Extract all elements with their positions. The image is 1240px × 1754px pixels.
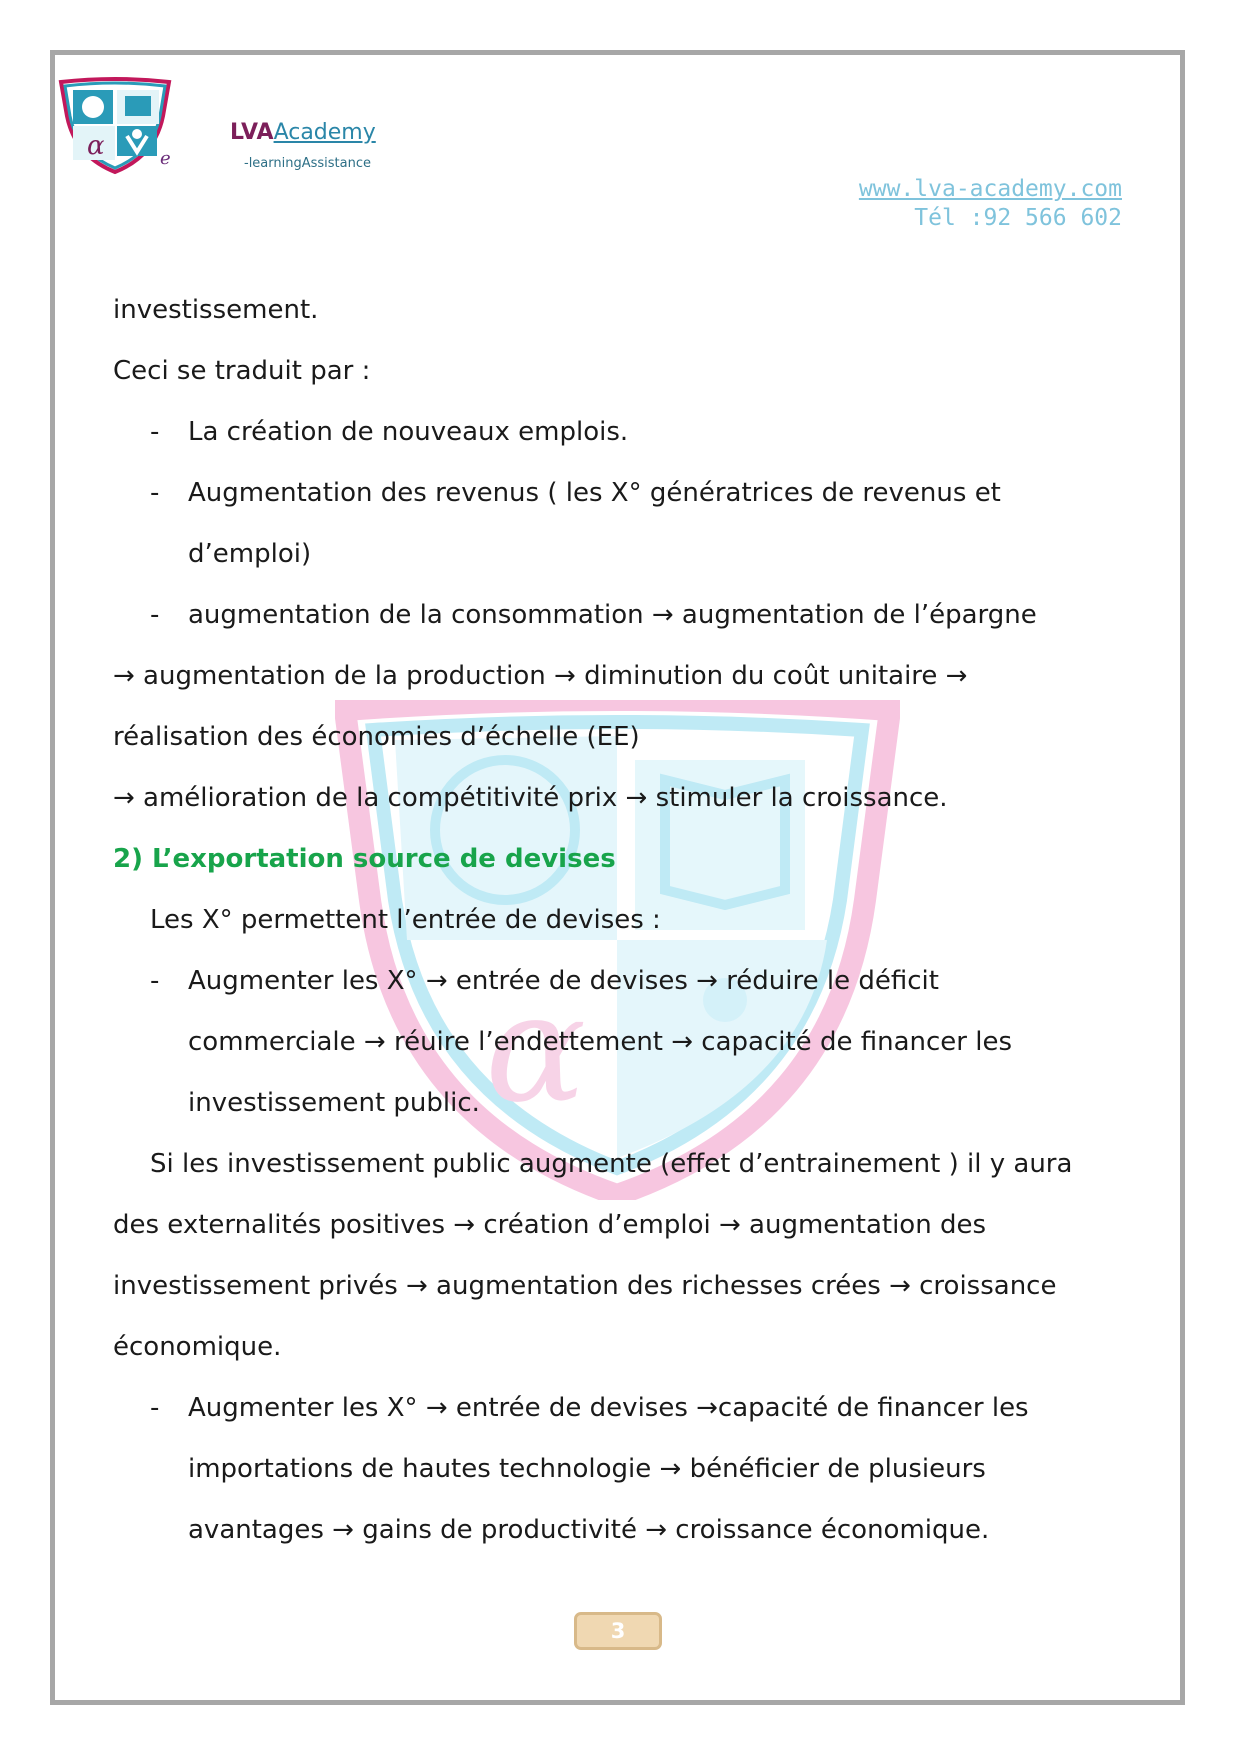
brand-academy: Academy [273,120,376,145]
list-item [113,585,1113,646]
list-item-continuation: investissement public. [188,1088,480,1118]
brand-letter: e [160,148,171,169]
document-body [113,280,1113,1561]
list-item-text: augmentation de la consommation → augmentation de l’épargne [188,600,1037,630]
list-item-continuation: commerciale → réuire l’endettement → capacité de financer les [188,1027,1012,1057]
section-heading: 2) L’exportation source de devises [113,844,616,874]
list-dash: - [150,966,160,996]
brand-name[interactable] [230,120,376,145]
brand-tagline: -learningAssistance [244,156,371,171]
page-number-badge: 3 [574,1612,662,1650]
list-item-continuation: importations de hautes technologie → bénéficier de plusieurs [188,1454,986,1484]
contact-block [859,175,1122,233]
paragraph-line: des externalités positives → création d’emploi → augmentation des [113,1210,986,1240]
paragraph-line: réalisation des économies d’échelle (EE) [113,722,640,752]
list-item-text: La création de nouveaux emplois. [188,417,629,447]
list-item-continuation: d’emploi) [188,539,312,569]
paragraph-line: investissement privés → augmentation des richesses crées → croissance [113,1271,1057,1301]
paragraph-line: Ceci se traduit par : [113,356,371,386]
phone-number: Tél :92 566 602 [914,205,1122,231]
svg-text:α: α [485,962,587,1136]
list-item-continuation: avantages → gains de productivité → croissance économique. [188,1515,990,1545]
website-link[interactable]: www.lva-academy.com [858,176,1122,202]
list-dash: - [150,478,160,508]
list-item [113,951,1113,1012]
lva-shield-logo-icon [55,76,175,176]
paragraph-line: économique. [113,1332,282,1362]
list-item-text: Augmenter les X° → entrée de devises → réduire le déficit [188,966,939,996]
paragraph-line: Les X° permettent l’entrée de devises : [150,905,661,935]
list-dash: - [150,417,160,447]
paragraph-line: → augmentation de la production → diminution du coût unitaire → [113,661,968,691]
list-item-text: Augmentation des revenus ( les X° génératrices de revenus et [188,478,1001,508]
paragraph-line: Si les investissement public augmente (effet d’entrainement ) il y aura [150,1149,1073,1179]
list-item [113,402,1113,463]
list-dash: - [150,600,160,630]
list-item [113,1378,1113,1439]
svg-text:α: α [87,131,105,161]
list-dash: - [150,1393,160,1423]
paragraph-line: investissement. [113,295,319,325]
list-item-text: Augmenter les X° → entrée de devises →capacité de financer les [188,1393,1029,1423]
list-item [113,463,1113,524]
paragraph-line: → amélioration de la compétitivité prix → stimuler la croissance. [113,783,948,813]
brand-lva: LVA [230,120,274,145]
